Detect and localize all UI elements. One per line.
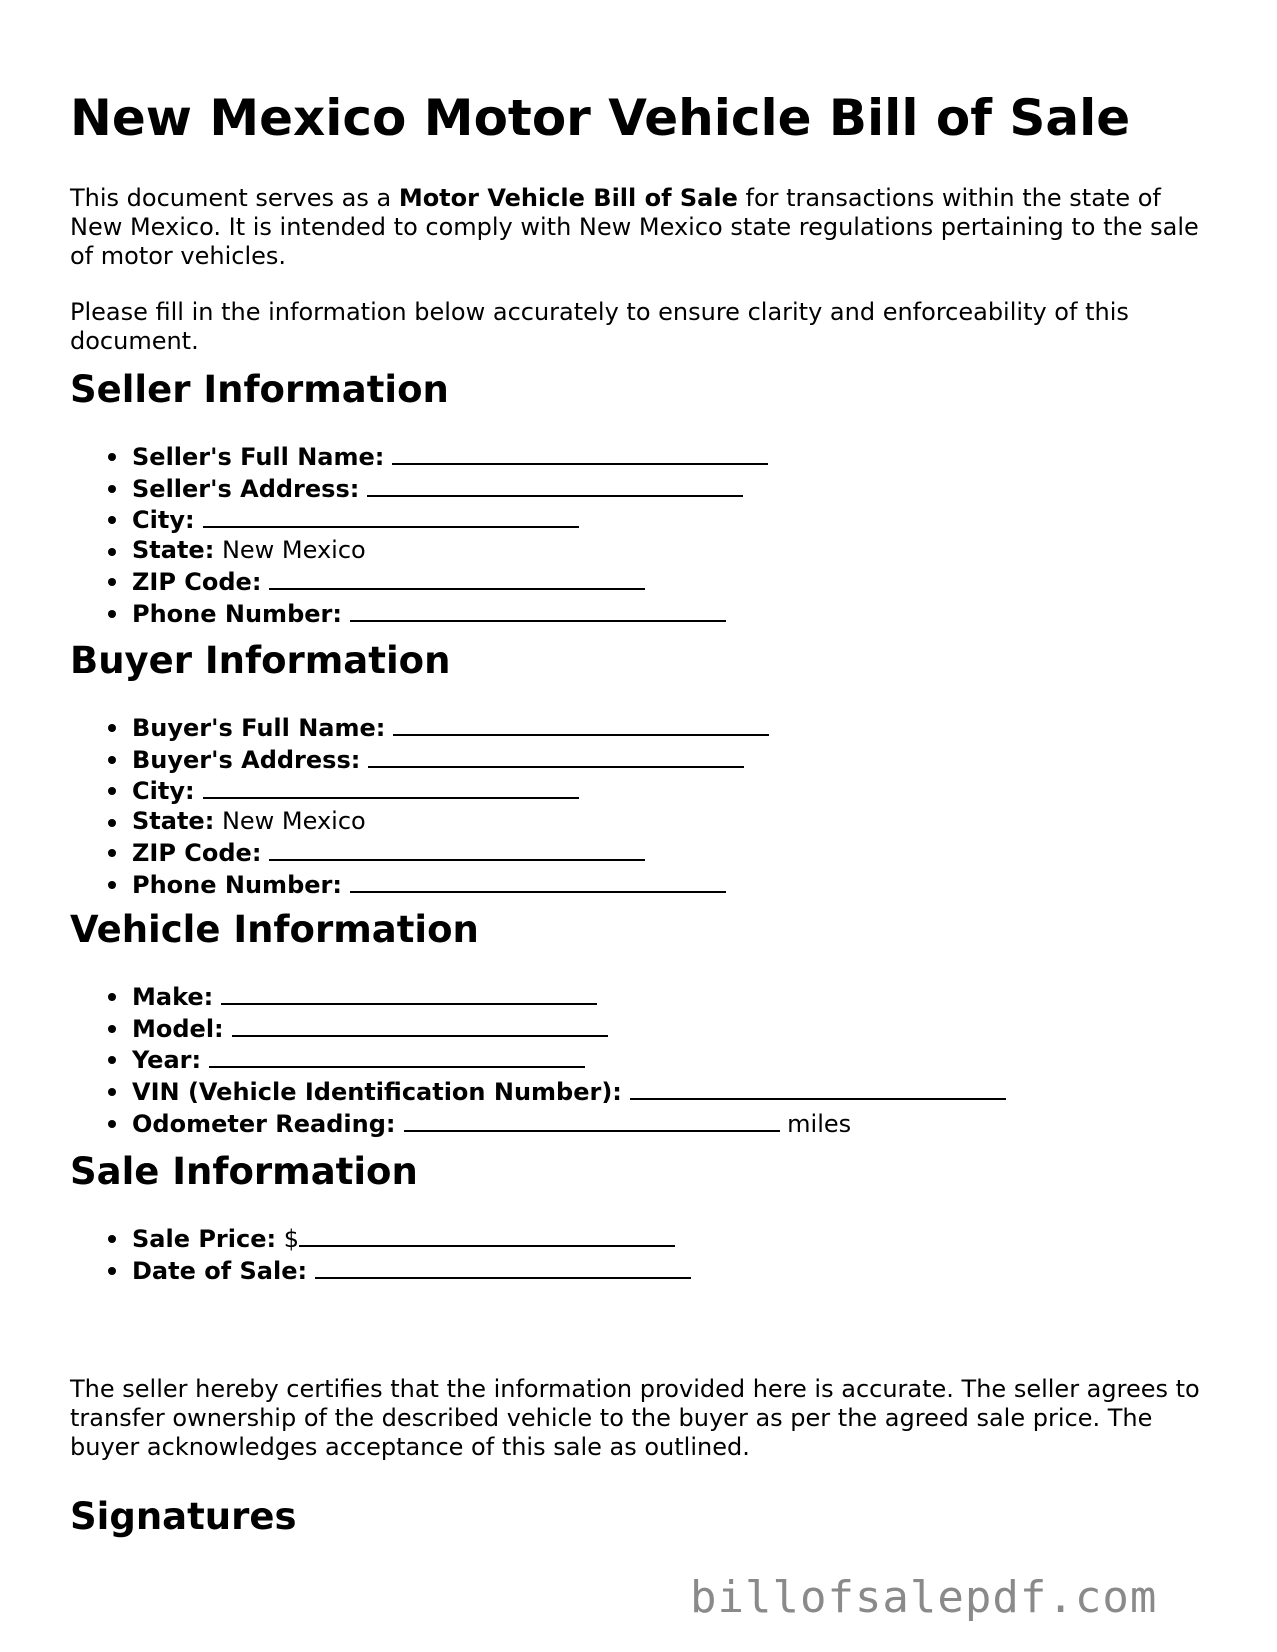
vehicle-model-field: [132, 1013, 1006, 1045]
field-label: VIN (Vehicle Identification Number):: [132, 1078, 622, 1107]
seller-field-list: [70, 441, 768, 629]
intro-text-start: This document serves as a: [70, 184, 399, 212]
buyer-phone-field: [132, 869, 769, 901]
vehicle-field-list: [70, 981, 1006, 1140]
buyer-phone-blank[interactable]: [350, 869, 726, 893]
instructions-paragraph: Please fill in the information below accurately to ensure clarity and enforceability of this document.: [70, 298, 1129, 355]
seller-address-field: [132, 473, 768, 505]
buyer-zip-blank[interactable]: [269, 837, 645, 861]
seller-name-field: [132, 441, 768, 473]
buyer-city-field: [132, 775, 769, 807]
seller-heading: Seller Information: [70, 368, 449, 411]
sale-field-list: [70, 1223, 691, 1286]
buyer-state-field: [132, 807, 769, 837]
signatures-heading: Signatures: [70, 1495, 297, 1538]
field-label: Seller's Full Name:: [132, 443, 385, 471]
intro-text-end: for transactions within the state of New Mexico. It is intended to comply with New Mexico state regulations pertaining to the sale of motor vehicles.: [70, 184, 1199, 270]
certification-paragraph: The seller hereby certifies that the information provided here is accurate. The seller agrees to transfer ownership of the described vehicle to the buyer as per the agreed sale price. The buyer acknowledges acceptance of this sale as outlined.: [70, 1375, 1200, 1461]
field-label: Buyer's Full Name:: [132, 714, 386, 742]
buyer-address-blank[interactable]: [368, 744, 744, 768]
seller-state-value: New Mexico: [221, 536, 366, 565]
field-label: City:: [132, 777, 195, 806]
buyer-name-field: [132, 712, 769, 744]
seller-name-blank[interactable]: [392, 441, 768, 465]
buyer-zip-field: [132, 837, 769, 869]
vehicle-model-blank[interactable]: [232, 1013, 608, 1037]
sale-date-field: [132, 1255, 691, 1287]
seller-phone-blank[interactable]: [350, 598, 726, 622]
vehicle-make-field: [132, 981, 1006, 1013]
field-label: ZIP Code:: [132, 567, 262, 596]
field-label: Odometer Reading:: [132, 1109, 396, 1138]
vehicle-odometer-blank[interactable]: [404, 1108, 780, 1132]
field-label: Date of Sale:: [132, 1256, 308, 1285]
intro-paragraph: [70, 184, 1210, 271]
vehicle-vin-blank[interactable]: [630, 1076, 1006, 1100]
buyer-name-blank[interactable]: [393, 712, 769, 736]
field-label: Sale Price:: [132, 1225, 277, 1253]
vehicle-make-blank[interactable]: [221, 981, 597, 1005]
field-label: Make:: [132, 983, 214, 1011]
vehicle-odometer-field: [132, 1108, 1006, 1140]
buyer-heading: Buyer Information: [70, 639, 451, 682]
seller-zip-field: [132, 566, 768, 598]
field-label: Model:: [132, 1014, 224, 1043]
odometer-unit: miles: [787, 1109, 852, 1138]
field-label: State:: [132, 536, 215, 565]
vehicle-year-blank[interactable]: [209, 1044, 585, 1068]
intro-bold-term: Motor Vehicle Bill of Sale: [398, 184, 738, 212]
field-label: Buyer's Address:: [132, 745, 361, 774]
field-label: State:: [132, 807, 215, 836]
field-label: ZIP Code:: [132, 838, 262, 867]
field-label: City:: [132, 506, 195, 535]
seller-city-field: [132, 504, 768, 536]
sale-price-blank[interactable]: [299, 1223, 675, 1247]
seller-city-blank[interactable]: [203, 504, 579, 528]
seller-state-field: [132, 536, 768, 566]
buyer-field-list: [70, 712, 769, 900]
seller-address-blank[interactable]: [367, 473, 743, 497]
field-label: Seller's Address:: [132, 474, 360, 503]
field-label: Phone Number:: [132, 599, 342, 628]
sale-date-blank[interactable]: [315, 1255, 691, 1279]
vehicle-year-field: [132, 1044, 1006, 1076]
seller-zip-blank[interactable]: [269, 566, 645, 590]
sale-heading: Sale Information: [70, 1150, 418, 1193]
vehicle-heading: Vehicle Information: [70, 908, 479, 951]
buyer-address-field: [132, 744, 769, 776]
buyer-state-value: New Mexico: [221, 807, 366, 836]
document-title: New Mexico Motor Vehicle Bill of Sale: [70, 89, 1131, 147]
buyer-city-blank[interactable]: [203, 775, 579, 799]
sale-price-field: [132, 1223, 691, 1255]
watermark: billofsalepdf.com: [690, 1572, 1158, 1623]
field-label: Year:: [132, 1046, 202, 1075]
vehicle-vin-field: [132, 1076, 1006, 1108]
seller-phone-field: [132, 598, 768, 630]
currency-prefix: $: [283, 1225, 300, 1253]
field-label: Phone Number:: [132, 870, 342, 899]
